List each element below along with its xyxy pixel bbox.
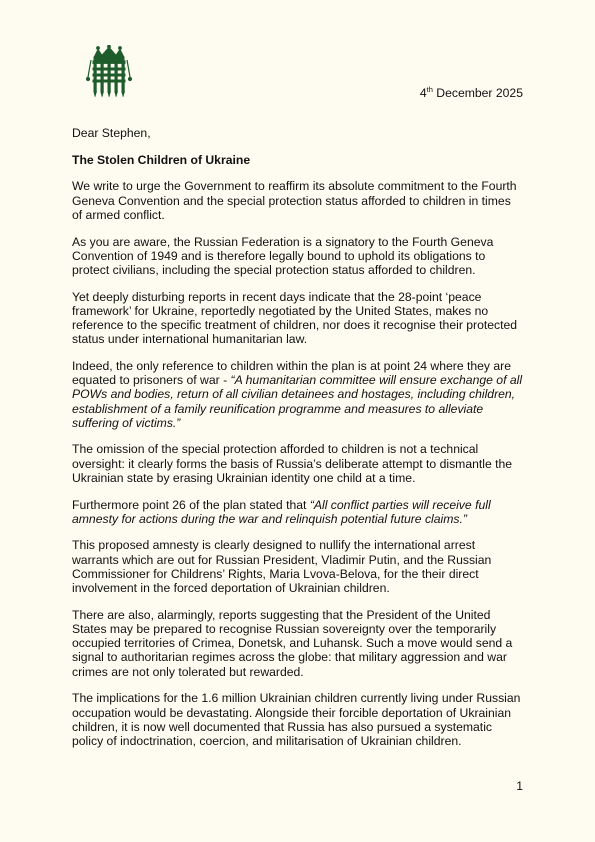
paragraph: This proposed amnesty is clearly designed to nullify the international arrest warrants which are out for Russian President, Vladimir Putin, and the Russian Commissioner for Childrens’ Rights, Maria Lvova-Belova, for the their direct involvement in the forced deportation of Ukrainian children. bbox=[72, 538, 492, 596]
letter-title: The Stolen Children of Ukraine bbox=[72, 152, 251, 167]
paragraph: The implications for the 1.6 million Ukrainian children currently living under Russian occupation would be devastating. Alongside their forcible deportation of Ukrainian children, it is now well documented that Russia has also pursued a systematic policy of indoctrination, coercion, and militarisation of Ukrainian children. bbox=[72, 691, 521, 748]
paragraph: There are also, alarmingly, reports suggesting that the President of the United States may be prepared to recognise Russian sovereignty over the temporarily occupied territories of Crimea, Donetsk, and Luhansk. Such a move would send a signal to authoritarian regimes across the globe: that military aggression and war crimes are not only tolerated but rewarded. bbox=[72, 607, 513, 679]
paragraph: Yet deeply disturbing reports in recent days indicate that the 28-point ‘peace framework’ for Ukraine, reportedly negotiated by the United States, makes no reference to the specific treatment of children, nor does it recognise their protected status under international humanitarian law. bbox=[72, 289, 518, 347]
paragraph: We write to urge the Government to reaffirm its absolute commitment to the Fourth Geneva Convention and the special protection status afforded to children in times of armed conflict. bbox=[72, 179, 517, 222]
paragraph: The omission of the special protection afforded to children is not a technical oversight: it clearly forms the basis of Russia’s deliberate attempt to dismantle the Ukrainian state by erasing Ukrainian identity one child at a time. bbox=[72, 442, 513, 485]
paragraph: Furthermore point 26 of the plan stated that “All conflict parties will receive full amnesty for actions during the war and relinquish potential future claims.” bbox=[72, 497, 491, 526]
page-number: 1 bbox=[516, 779, 523, 793]
quote: “All conflict parties will receive full amnesty for actions during the war and relinquish potential future claims.” bbox=[72, 497, 491, 526]
letter-date: 4th December 2025 bbox=[419, 84, 523, 100]
paragraph: As you are aware, the Russian Federation is a signatory to the Fourth Geneva Convention of 1949 and is therefore legally bound to uphold its obligations to protect civilians, including the special protection status afforded to children. bbox=[72, 234, 494, 277]
paragraph: Indeed, the only reference to children within the plan is at point 24 where they are equated to prisoners of war - “A humanitarian committee will ensure exchange of all POWs and bodies, return of all civilian detainees and hostages, including children, establishment of a family reunification programme and measures to alleviate suffering of victims.” bbox=[72, 358, 523, 430]
portcullis-icon bbox=[86, 45, 132, 97]
salutation: Dear Stephen, bbox=[72, 126, 151, 140]
quote: “A humanitarian committee will ensure exchange of all POWs and bodies, return of all civilian detainees and hostages, including children, establishment of a family reunification programme and measures to alleviate suffering of victims.” bbox=[72, 373, 523, 430]
letter-body bbox=[72, 126, 524, 761]
